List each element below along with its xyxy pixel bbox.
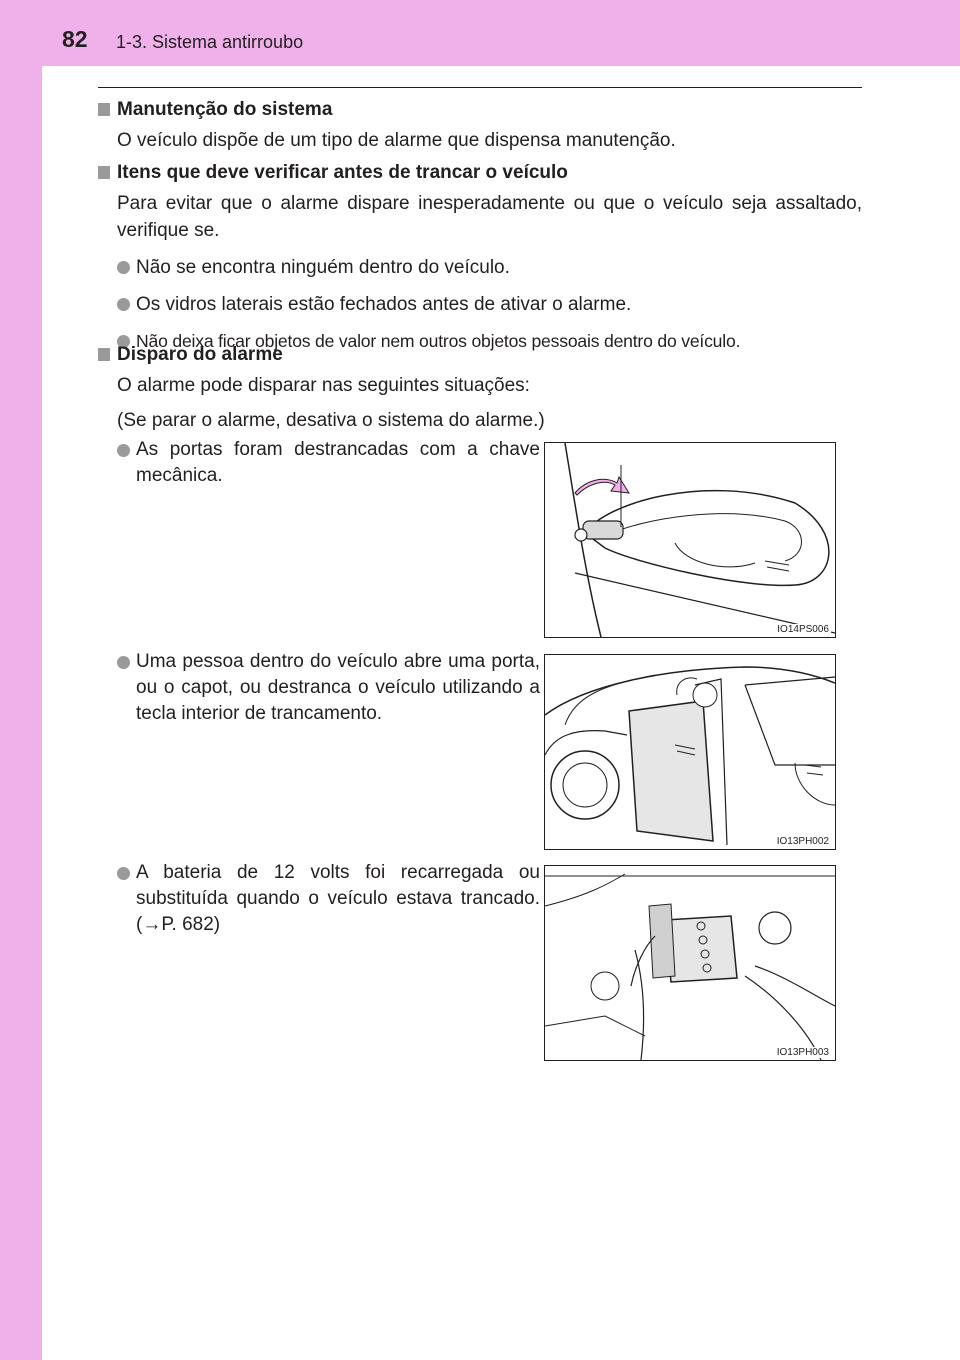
trigger-title: Disparo do alarme	[117, 344, 283, 365]
check-heading	[98, 159, 862, 186]
figure-code: IO13PH003	[776, 1047, 829, 1058]
car-door-open-illustration	[545, 655, 835, 849]
trigger-text: O alarme pode disparar nas seguintes situações:	[117, 375, 530, 396]
battery-engine-bay-illustration	[545, 866, 835, 1060]
trigger-case: A bateria de 12 volts foi recarregada ou substituída quando o veículo estava trancado. (→P. 682)	[117, 860, 540, 938]
circle-bullet-icon	[117, 444, 130, 457]
circle-bullet-icon	[117, 656, 130, 669]
header-rule	[98, 87, 862, 88]
circle-bullet-icon	[117, 867, 130, 880]
check-item: Os vidros laterais estão fechados antes de ativar o alarme.	[98, 291, 862, 318]
trigger-section	[98, 341, 862, 434]
figure-code: IO13PH002	[776, 836, 829, 847]
square-bullet-icon	[98, 166, 110, 179]
maintenance-title: Manutenção do sistema	[117, 99, 333, 120]
check-section	[98, 159, 862, 355]
figure-person-opens-door	[544, 654, 836, 850]
page-number: 82	[62, 26, 88, 52]
check-title: Itens que deve verificar antes de trancar o veículo	[117, 162, 568, 183]
circle-bullet-icon	[117, 261, 130, 274]
door-handle-key-illustration	[545, 443, 835, 637]
maintenance-section	[98, 96, 862, 154]
maintenance-heading	[98, 96, 862, 123]
left-color-band	[0, 0, 42, 1360]
square-bullet-icon	[98, 348, 110, 361]
square-bullet-icon	[98, 103, 110, 116]
maintenance-text: O veículo dispõe de um tipo de alarme que dispensa manutenção.	[117, 130, 676, 151]
trigger-case: As portas foram destrancadas com a chave mecânica.	[117, 437, 540, 489]
check-item: Não se encontra ninguém dentro do veículo.	[98, 254, 862, 281]
circle-bullet-icon	[117, 298, 130, 311]
trigger-heading	[98, 341, 862, 368]
figure-code: IO14PS006	[777, 624, 829, 635]
trigger-case: Uma pessoa dentro do veículo abre uma porta, ou o capot, ou destranca o veículo utilizando a tecla interior de trancamento.	[117, 649, 540, 727]
section-title: 1-3. Sistema antirroubo	[116, 32, 304, 52]
figure-mechanical-key	[544, 442, 836, 638]
check-item: Não deixa ficar objetos de valor nem outros objetos pessoais dentro do veículo.	[98, 328, 862, 355]
figure-battery-replacement	[544, 865, 836, 1061]
check-text: Para evitar que o alarme dispare inesperadamente ou que o veículo seja assaltado, verifique se.	[117, 193, 862, 241]
trigger-note: (Se parar o alarme, desativa o sistema do alarme.)	[117, 410, 545, 431]
